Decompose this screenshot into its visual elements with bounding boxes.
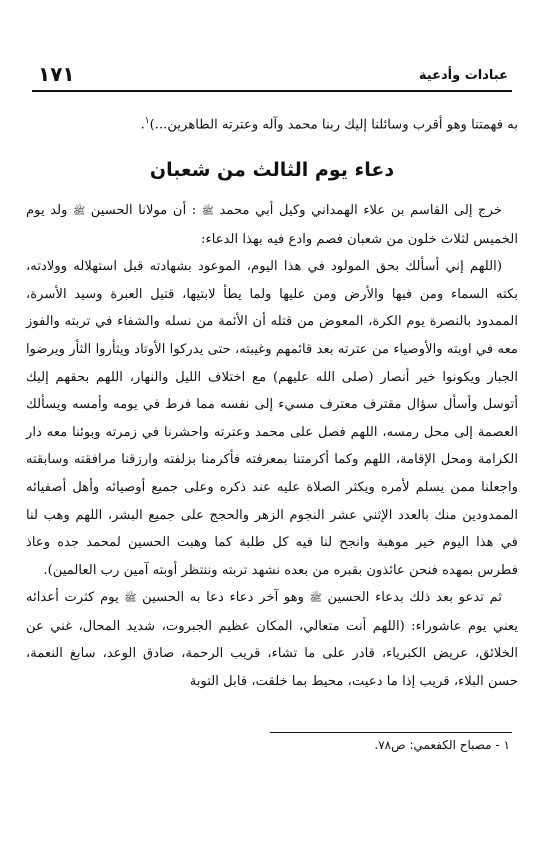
honorific-mark: ﷺ xyxy=(73,205,86,217)
paragraph-continuation: به فهمتنا وهو أقرب وسائلنا إليك ربنا محمد وآله وعترته الطاهرين...)$^١$. xyxy=(140,116,518,133)
paragraph-supplication: (اللهم إني أسألك بحق المولود في هذا اليوم، الموعود بشهادته قبل استهلاله وولادته، بكته السماء ومن فيها والأرض ومن عليها ولما يطأ لابتيها، قتيل العبرة وسيد الأسرة، الممدود بالنصرة يوم الكرة، المعوض من قتله أن الأئمة من نسله والشفاء في تربته والفوز معه في اوبته والأوصياء من عترته بعد قائمهم وغيبته، حتى يدركوا الأوتاد ويثأروا الثأر ويرضوا الجبار ويكونوا خير أنصار (صلى الله عليهم) مع اختلاف الليل والنهار، اللهم بحقهم إليك أتوسل وأسأل سؤال مقترف معترف مسيء إلى نفسه مما فرط في يومه وأمسه ويسألك العصمة إلى محل رمسه، اللهم فصل على محمد وعترته واحشرنا في زمرته وبوئنا معه دار الكرامة ومحل الإقامة، اللهم وكما أكرمتنا بمعرفته فأكرمنا بزلفته وارزقنا مرافقته وسابقته واجعلنا ممن يسلم لأمره ويكثر الصلاة عليه عند ذكره وعلى جميع أوصيائه وأهل أصفيائه الممدودين منك بالعدد الإثني عشر النجوم الزهر والحجج على جميع البشر، اللهم وهب لنا في هذا اليوم خير موهبة وانجح لنا فيه كل طلبة كما وهبت الحسين لمحمد جده وعاذ فطرس بمهده فنحن عائذون بقبره من بعده نشهد تربته وننتظر أوبته آمين رب العالمين). xyxy=(26,259,518,578)
honorific-mark: ﷺ xyxy=(124,593,137,605)
page-body xyxy=(26,108,518,696)
footnote: ١ - مصباح الكفعمي: ص٧٨. xyxy=(374,738,510,752)
paragraph-intro: خرج إلى القاسم بن علاء الهمداني وكيل أبي محمد ﷺ : أن مولانا الحسين ﷺ ولد يوم الخميس لثلاث خلون من شعبان فصم وادع فيه بهذا الدعاء: xyxy=(26,202,518,247)
running-title: عبادات وأدعية xyxy=(418,68,508,83)
footnote-marker: ١ xyxy=(144,116,150,126)
header-rule xyxy=(32,90,512,92)
page-number: ١٧١ xyxy=(38,62,75,86)
running-header xyxy=(32,60,512,88)
honorific-mark: ﷺ xyxy=(309,593,322,605)
honorific-mark: ﷺ xyxy=(201,205,214,217)
paragraph-final: ثم تدعو بعد ذلك بدعاء الحسين ﷺ وهو آخر دعاء دعا به الحسين ﷺ يوم كثرت أعدائه يعني يوم عاشوراء: (اللهم أنت متعالي، المكان عظيم الجبروت، شديد المحال، غني عن الخلائق، عريض الكبرياء، قادر على ما تشاء، قريب الرحمة، صادق الوعد، سابغ النعمة، حسن البلاء، قريب إذا ما دعيت، محيط بما خلقت، قابل التوبة xyxy=(26,590,518,690)
section-heading: دعاء يوم الثالث من شعبان xyxy=(149,158,395,181)
footnote-rule xyxy=(270,732,512,733)
